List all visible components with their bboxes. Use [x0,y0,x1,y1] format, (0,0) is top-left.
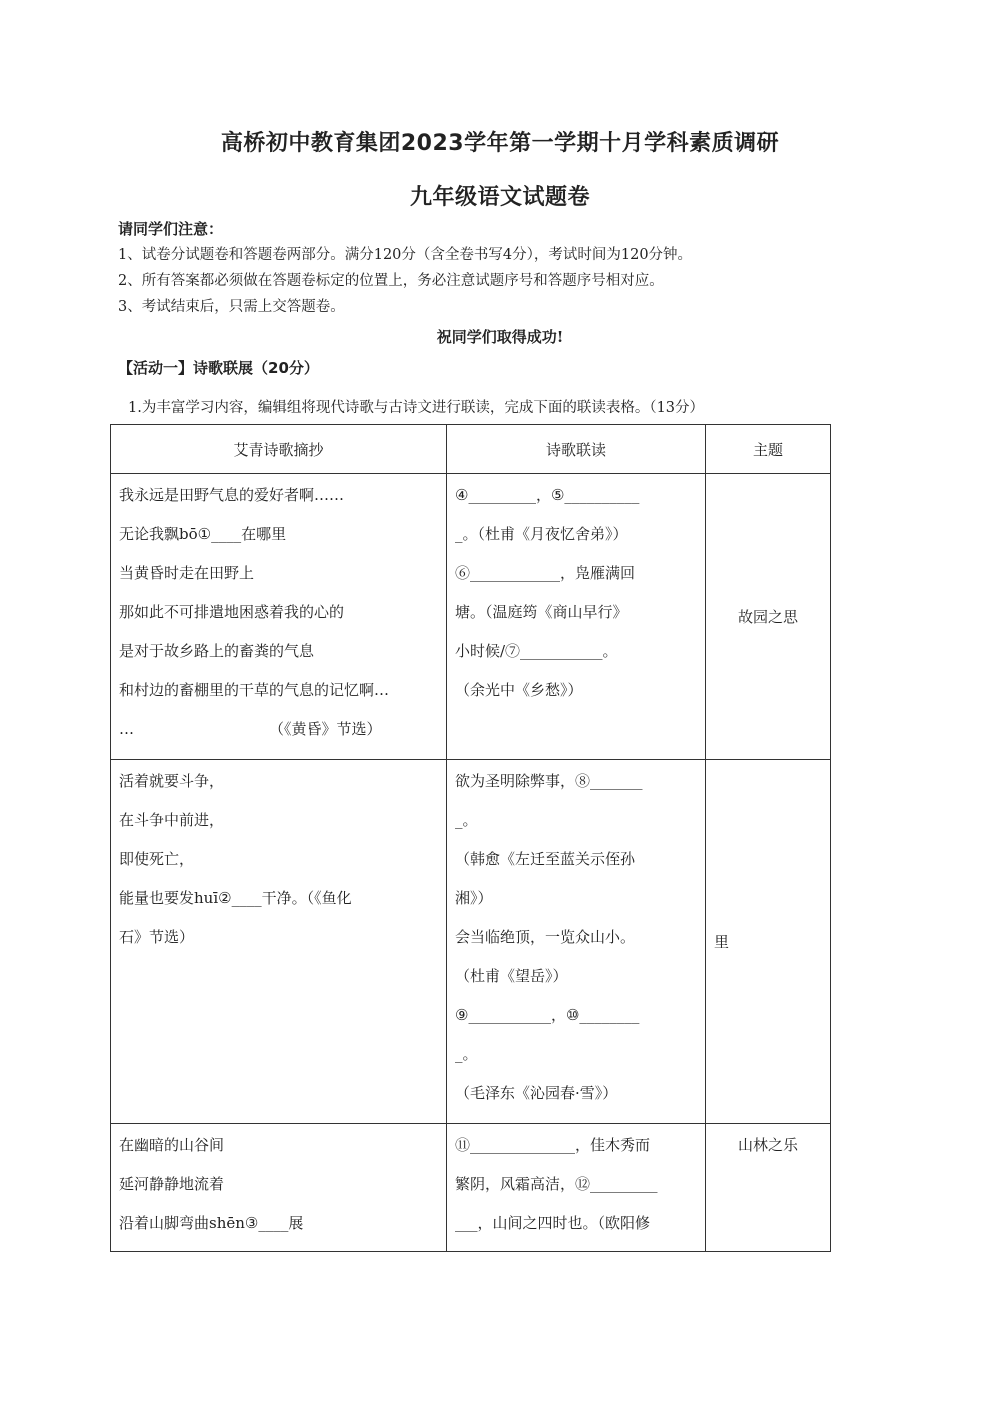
poem-line [119,710,438,749]
link-line: 塘。（温庭筠《商山早行》 [455,603,628,621]
poem-line: 活着就要斗争， [119,772,225,790]
link-line: （毛泽东《沁园春·雪》） [455,1084,618,1102]
link-line: 湘》） [455,889,493,907]
notice-item: 2、所有答案都必须做在答题卷标定的位置上，务必注意试题序号和答题序号相对应。 [118,273,664,289]
poem-line: 和村边的畜棚里的干草的气息的记忆啊… [119,681,390,699]
link-line: ⑨___________，⑩________ [455,1006,640,1024]
theme-cell [706,474,831,760]
link-line: 小时候/⑦___________。 [455,642,618,660]
theme-text: 故园之思 [737,608,798,626]
poem-source: （《黄昏》节选） [269,720,382,738]
poem-line: 沿着山脚弯曲shēn③____展 [119,1214,304,1232]
exam-subtitle: 九年级语文试题卷 [409,185,590,210]
poem-line-text: … [119,720,134,738]
poem-line: 石》节选） [119,928,195,946]
link-line: （杜甫《望岳》） [455,967,568,985]
link-line: ⑥____________，凫雁满回 [455,564,636,582]
poem-line: 在幽暗的山谷间 [119,1136,225,1154]
table-row [111,760,831,1124]
link-line: _。 [455,1045,478,1063]
theme-cell [706,1124,831,1252]
poem-cell [111,760,447,1124]
poem-line: 当黄昏时走在田野上 [119,564,255,582]
theme-cell [706,760,831,1124]
poem-line: 在斗争中前进， [119,811,225,829]
poem-line: 能量也要发huī②____干净。（《鱼化 [119,889,352,907]
notice-heading: 请同学们注意： [118,220,224,238]
poem-line: 即使死亡， [119,850,195,868]
link-line: ___，山间之四时也。（欧阳修 [455,1214,651,1232]
link-line: （余光中《乡愁》） [455,681,583,699]
column-header-link: 诗歌联读 [447,425,706,474]
link-line: _。 [455,811,478,829]
good-luck-line: 祝同学们取得成功! [436,328,564,346]
poem-cell [111,1124,447,1252]
link-line: ⑪______________，佳木秀而 [455,1136,651,1154]
theme-text: 山林之乐 [737,1136,798,1154]
link-line: 会当临绝顶，一览众山小。 [455,928,636,946]
notice-item: 1、试卷分试题卷和答题卷两部分。满分120分（含全卷书写4分），考试时间为120分钟。 [118,247,693,263]
poem-line: 是对于故乡路上的畜粪的气息 [119,642,315,660]
activity-heading: 【活动一】诗歌联展（20分） [118,359,319,377]
table-header-row [111,425,831,474]
theme-text: 里 [714,933,730,951]
table-row [111,1124,831,1252]
link-line: _。（杜甫《月夜忆舍弟》） [455,525,628,543]
column-header-theme: 主题 [706,425,831,474]
link-line: 欲为圣明除弊事，⑧_______ [455,772,643,790]
notice-block [118,216,858,320]
link-line: （韩愈《左迁至蓝关示侄孙 [455,850,636,868]
table-row [111,474,831,760]
notice-item: 3、考试结束后，只需上交答题卷。 [118,299,345,315]
link-line: 繁阴，风霜高洁，⑫_________ [455,1175,658,1193]
exam-title: 高桥初中教育集团2023学年第一学期十月学科素质调研 [220,131,780,156]
poem-cell [111,474,447,760]
poem-line: 延河静静地流着 [119,1175,225,1193]
poem-line: 那如此不可排遣地困惑着我的心的 [119,603,345,621]
link-cell [447,474,706,760]
link-line: ④_________，⑤__________ [455,486,640,504]
link-cell [447,760,706,1124]
question-1: 1.为丰富学习内容，编辑组将现代诗歌与古诗文进行联读，完成下面的联读表格。（13分） [128,400,705,416]
poem-line: 我永远是田野气息的爱好者啊…… [119,486,345,504]
poetry-table [110,424,831,1252]
column-header-poem: 艾青诗歌摘抄 [111,425,447,474]
link-cell [447,1124,706,1252]
poem-line: 无论我飘bō①____在哪里 [119,525,287,543]
